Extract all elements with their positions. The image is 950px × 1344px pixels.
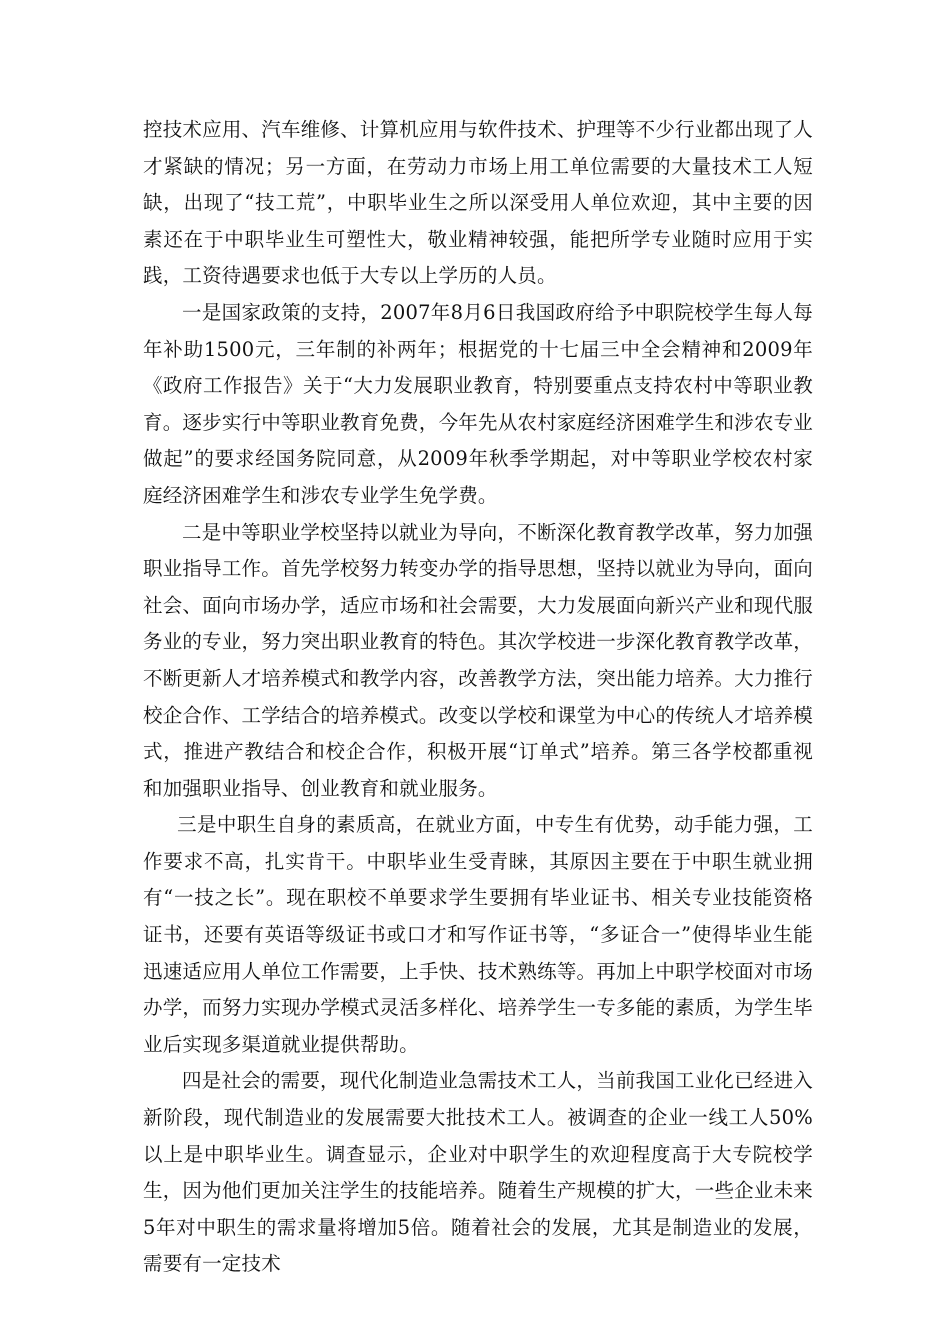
paragraph-employment-orientation: 二是中等职业学校坚持以就业为导向，不断深化教育教学改革，努力加强职业指导工作。首先学校努力转变办学的指导思想，坚持以就业为导向，面向社会、面向市场办学，适应市场和社会需要，大力发展面向新兴产业和现代服务业的专业，努力突出职业教育的特色。其次学校进一步深化教育教学改革，不断更新人才培养模式和教学内容，改善教学方法，突出能力培养。大力推行校企合作、工学结合的培养模式。改变以学校和课堂为中心的传统人才培养模式，推进产教结合和校企合作，积极开展“订单式”培养。第三各学校都重视和加强职业指导、创业教育和就业服务。 [143, 520, 813, 800]
document-body [143, 112, 813, 1283]
paragraph-continued: 控技术应用、汽车维修、计算机应用与软件技术、护理等不少行业都出现了人才紧缺的情况；另一方面，在劳动力市场上用工单位需要的大量技术工人短缺，出现了“技工荒”，中职毕业生之所以深受用人单位欢迎，其中主要的因素还在于中职毕业生可塑性大，敬业精神较强，能把所学专业随时应用于实践，工资待遇要求也低于大专以上学历的人员。 [143, 118, 813, 288]
paragraph-social-demand: 四是社会的需要，现代化制造业急需技术工人，当前我国工业化已经进入新阶段，现代制造业的发展需要大批技术工人。被调查的企业一线工人50%以上是中职毕业生。调查显示，企业对中职学生的欢迎程度高于大专院校学生，因为他们更加关注学生的技能培养。随着生产规模的扩大，一些企业未来5年对中职生的需求量将增加5倍。随着社会的发展，尤其是制造业的发展，需要有一定技术 [143, 1069, 813, 1276]
paragraph-student-quality: 三是中职生自身的素质高，在就业方面，中专生有优势，动手能力强，工作要求不高，扎实肯干。中职毕业生受青睐，其原因主要在于中职生就业拥有“一技之长”。现在职校不单要求学生要拥有毕业证书、相关专业技能资格证书，还要有英语等级证书或口才和写作证书等，“多证合一”使得毕业生能迅速适应用人单位工作需要，上手快、技术熟练等。再加上中职学校面对市场办学，而努力实现办学模式灵活多样化、培养学生一专多能的素质，为学生毕业后实现多渠道就业提供帮助。 [143, 813, 813, 1056]
paragraph-policy-support: 一是国家政策的支持，2007年8月6日我国政府给予中职院校学生每人每年补助1500元，三年制的补两年；根据党的十七届三中全会精神和2009年《政府工作报告》关于“大力发展职业教育，特别要重点支持农村中等职业教育。逐步实行中等职业教育免费，今年先从农村家庭经济困难学生和涉农专业做起”的要求经国务院同意，从2009年秋季学期起，对中等职业学校农村家庭经济困难学生和涉农专业学生免学费。 [143, 300, 813, 507]
